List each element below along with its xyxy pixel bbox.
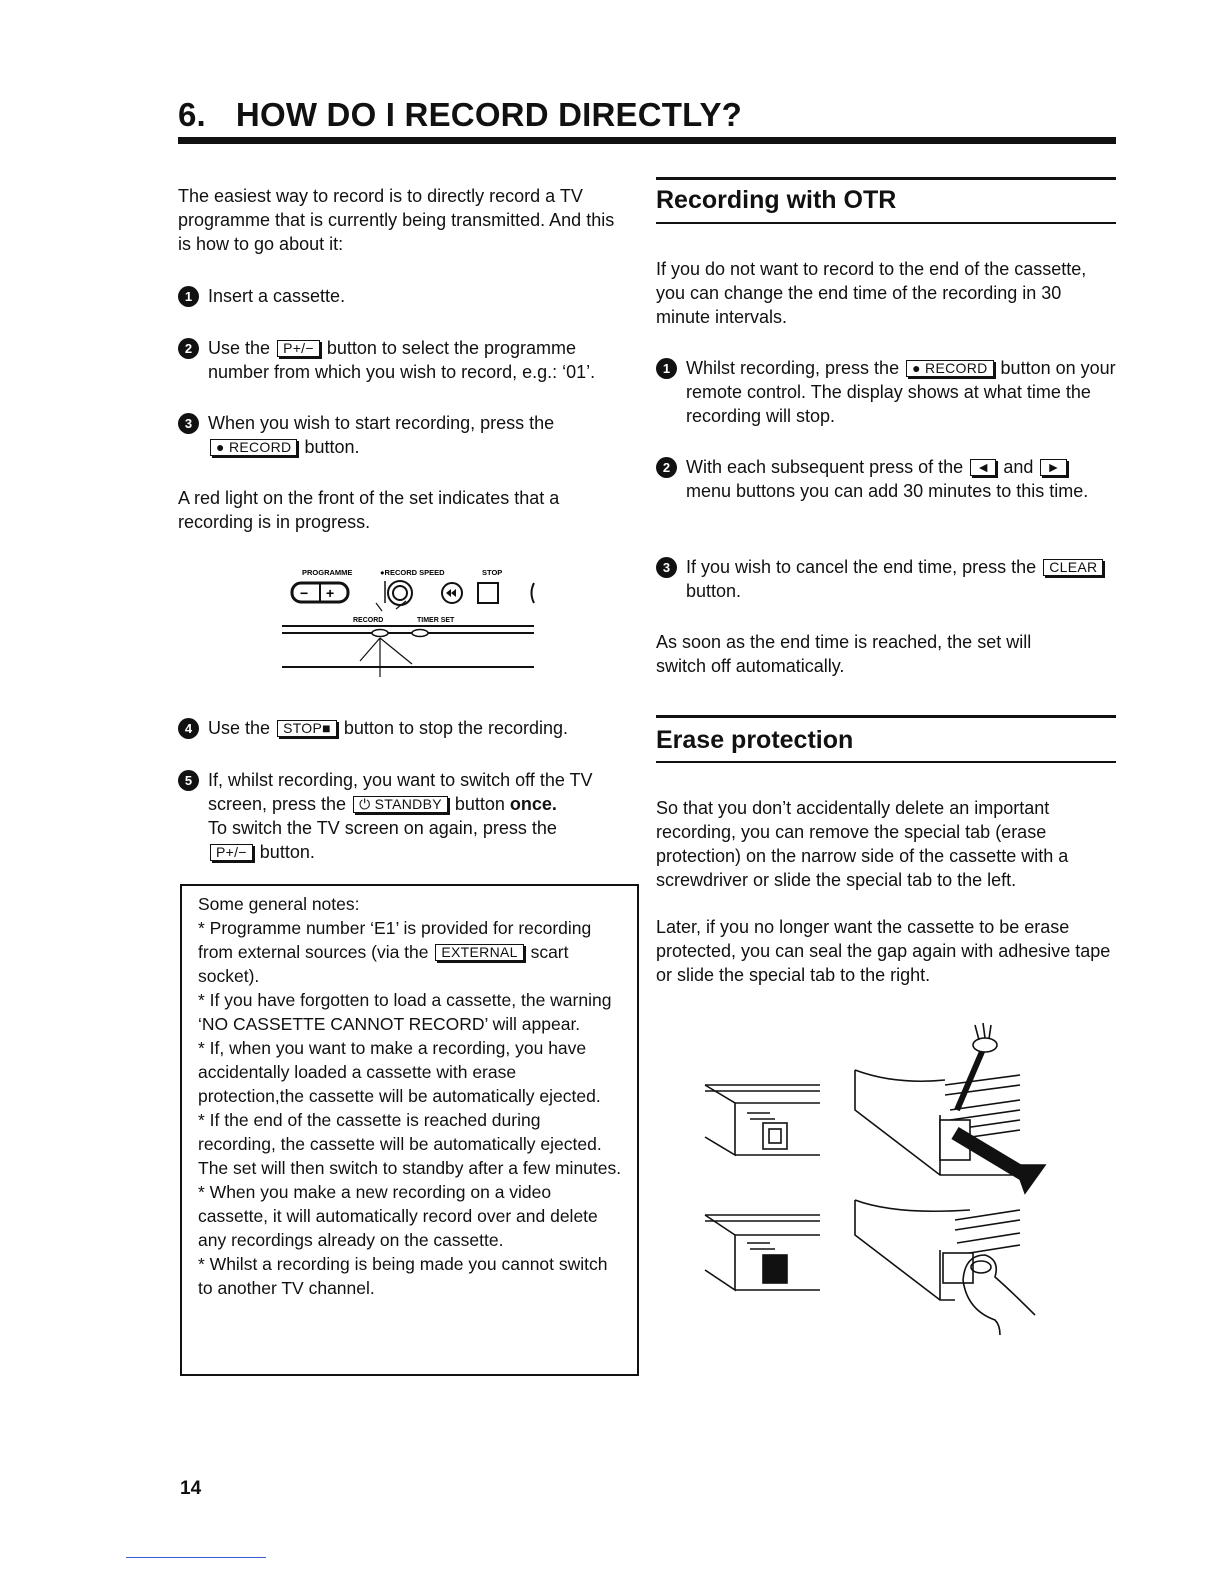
step-text: With each subsequent press of the <box>686 457 964 477</box>
step-4 <box>178 716 638 740</box>
step-text: To switch the TV screen on again, press the <box>208 818 557 838</box>
step-number-badge: 2 <box>178 338 199 359</box>
cassette-drawings <box>695 1015 1055 1335</box>
title-rule <box>178 137 1116 144</box>
otr-step-2 <box>656 455 1096 503</box>
step-5 <box>178 768 638 864</box>
otr-rule-top <box>656 177 1116 180</box>
step-text: Use the <box>208 338 271 358</box>
note-4: * If the end of the cassette is reached during recording, the cassette will be automatically ejected. The set will then switch to standby after a few minutes. <box>198 1110 622 1178</box>
panel-label-record: RECORD <box>353 617 384 624</box>
panel-label-stop: STOP <box>482 568 503 577</box>
step-text: button on your remote control. The display shows at what time the recording will stop. <box>686 358 1116 426</box>
record-key: ● RECORD <box>210 439 297 456</box>
note-3: * If, when you want to make a recording, you have accidentally loaded a cassette with erase protection,the cassette will be automatically ejected. <box>198 1038 601 1106</box>
red-light-icon <box>372 630 388 637</box>
step-number-badge: 1 <box>178 286 199 307</box>
red-light-paragraph: A red light on the front of the set indicates that a recording is in progress. <box>178 488 560 532</box>
step-text: button. <box>259 842 315 862</box>
notes-heading: Some general notes: <box>198 894 360 914</box>
external-key: EXTERNAL <box>435 944 523 961</box>
erase-paragraph-2: Later, if you no longer want the cassette to be erase protected, you can seal the gap again with adhesive tape or slide the special tab to the right. <box>656 917 1111 985</box>
note-1: * Programme number ‘E1’ is provided for recording from external sources (via the EXTERNAL scart socket). <box>198 918 592 986</box>
erase-paragraph-1: So that you don’t accidentally delete an important recording, you can remove the special tab (erase protection) on the narrow side of the cassette with a screwdriver or slide the special tab to the left. <box>656 798 1069 890</box>
menu-right-key: ► <box>1040 459 1066 476</box>
step-text: and <box>1003 457 1034 477</box>
standby-key: ⏻ STANDBY <box>353 796 448 813</box>
step-text: button to select the programme number from which you wish to record, e.g.: ‘01’. <box>208 338 596 382</box>
step-text: button. <box>304 437 360 457</box>
general-notes-box <box>180 884 639 1376</box>
cassette-icon <box>705 1215 820 1290</box>
stop-key: STOP■ <box>277 720 337 737</box>
note-5: * When you make a new recording on a video cassette, it will automatically record over and delete any recordings already on the cassette. <box>198 1182 598 1250</box>
panel-label-programme: PROGRAMME <box>302 568 353 577</box>
step-text: Whilst recording, press the <box>686 358 900 378</box>
menu-left-key: ◄ <box>970 459 996 476</box>
front-panel-drawing <box>280 563 540 683</box>
erase-heading: Erase protection <box>656 726 854 754</box>
panel-label-timer-set: TIMER SET <box>417 617 455 624</box>
step-emphasis: once. <box>509 794 557 814</box>
erase-rule-top <box>656 715 1116 718</box>
footer-rule <box>126 1557 266 1558</box>
step-3 <box>178 411 608 459</box>
step-text: Insert a cassette. <box>208 286 346 306</box>
erase-protection-illustration <box>695 1015 1055 1335</box>
step-number-badge: 4 <box>178 718 199 739</box>
p-plus-minus-key: P+/− <box>277 340 320 357</box>
page-number: 14 <box>180 1478 202 1499</box>
otr-rule-bottom <box>656 222 1116 224</box>
note-2: * If you have forgotten to load a cassette, the warning ‘NO CASSETTE CANNOT RECORD’ will appear. <box>198 990 612 1034</box>
cassette-icon <box>705 1085 820 1155</box>
otr-intro: If you do not want to record to the end of the cassette, you can change the end time of the recording in 30 minute intervals. <box>656 259 1087 327</box>
stop-button-icon <box>478 583 498 603</box>
record-key: ● RECORD <box>906 360 993 377</box>
step-text: Use the <box>208 718 271 738</box>
page-title <box>178 96 742 134</box>
chapter-number: 6. <box>178 96 206 133</box>
cassette-finger-icon <box>855 1200 1035 1335</box>
step-2 <box>178 336 638 384</box>
step-number-badge: 2 <box>656 457 677 478</box>
step-text: menu buttons you can add 30 minutes to this time. <box>686 481 1089 501</box>
record-button-icon <box>388 581 412 605</box>
step-text: When you wish to start recording, press the <box>208 413 555 433</box>
intro-paragraph: The easiest way to record is to directly record a TV programme that is currently being transmitted. And this is how to go about it: <box>178 186 615 254</box>
note-6: * Whilst a recording is being made you cannot switch to another TV channel. <box>198 1254 608 1298</box>
panel-label-record-speed: ●RECORD SPEED <box>380 568 445 577</box>
step-1 <box>178 284 638 308</box>
clear-key: CLEAR <box>1043 559 1103 576</box>
otr-step-1 <box>656 356 1116 428</box>
step-text: button. <box>686 581 742 601</box>
cassette-screwdriver-icon <box>855 1023 1045 1193</box>
step-number-badge: 3 <box>656 557 677 578</box>
otr-step-3 <box>656 555 1116 603</box>
step-number-badge: 1 <box>656 358 677 379</box>
otr-heading: Recording with OTR <box>656 186 897 214</box>
step-text: button <box>454 794 505 814</box>
otr-outro: As soon as the end time is reached, the set will switch off automatically. <box>656 632 1032 676</box>
p-plus-minus-key: P+/− <box>210 844 253 861</box>
step-number-badge: 5 <box>178 770 199 791</box>
step-number-badge: 3 <box>178 413 199 434</box>
step-text: button to stop the recording. <box>343 718 569 738</box>
svg-text:−: − <box>300 585 309 601</box>
step-text: If you wish to cancel the end time, press the <box>686 557 1037 577</box>
erase-rule-bottom <box>656 761 1116 763</box>
front-panel-illustration <box>280 563 540 683</box>
svg-text:+: + <box>326 585 335 601</box>
step-text: If, whilst recording, you want to switch off the TV screen, press the <box>208 770 593 814</box>
chapter-title: HOW DO I RECORD DIRECTLY? <box>235 96 743 133</box>
